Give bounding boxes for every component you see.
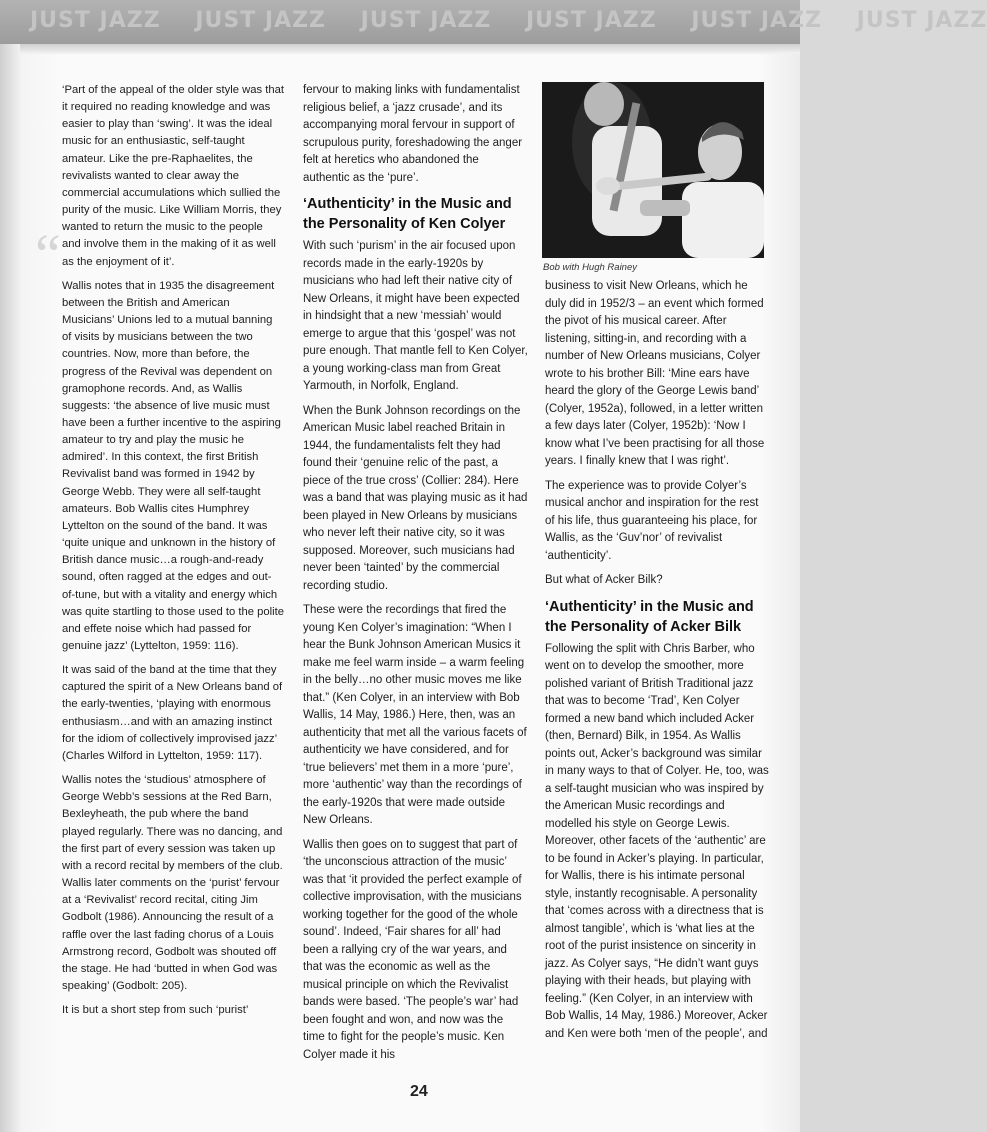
paragraph: fervour to making links with fundamentalist religious belief, a ‘jazz crusade’, and its accompanying moral fervour in support of scrupulous purity, foreshadowing the anger felt at heretics who abandoned the authentic as the ‘pure’. [303, 84, 523, 184]
paragraph: Wallis notes the ‘studious’ atmosphere of George Webb’s sessions at the Red Barn, Bexleyheath, the pub where the band played regularly. There was no dancing, and the first part of every session was taken up with a record recital by members of the club. Wallis later comments on the ‘purist’ fervour at a ‘Revivalist’ record recital, citing Jim Godbolt (1986). Announcing the result of a raffle over the last fading chorus of a Louis Armstrong record, Godbolt was shouted off the stage. He had ‘butted in when God was speaking’ (Godbolt: 205). [62, 774, 283, 992]
paragraph: ‘Part of the appeal of the older style was that it required no reading knowledge and was easier to play than ‘swing’. It was the ideal music for an enthusiastic, self-taught amateur. Like the pre-Raphaelites, the revivalists wanted to clear away the commercial accumulations which sullied the purity of the music. Like William Morris, they wanted to return the music to the people and involve them in the making of it as well as the enjoyment of it’. [62, 84, 285, 268]
header-watermark: JUST JAZZ JUST JAZZ JUST JAZZ JUST JAZZ JUST JAZZ JUST JAZZ [30, 8, 987, 33]
section-heading-ken-colyer: ‘Authenticity’ in the Music and the Personality of Ken Colyer [303, 196, 512, 232]
photo-caption: Bob with Hugh Rainey [543, 262, 637, 273]
column-1 [62, 82, 284, 1026]
header-band [0, 0, 987, 44]
column-3 [545, 278, 770, 1050]
header-shadow [20, 44, 800, 54]
page-number: 24 [410, 1083, 428, 1100]
paragraph: When the Bunk Johnson recordings on the American Music label reached Britain in 1944, the fundamentalists felt they had found their ‘genuine relic of the past, a piece of the true cross’ (Collier: 284). Here was a band that was playing music as it had been played in New Orleans by musicians who never left their native city, so it was supposed. Moreover, such musicians had never been ‘tainted’ by the commercial recording studio. [303, 404, 528, 592]
paragraph: Following the split with Chris Barber, who went on to develop the smoother, more polished variant of British Traditional jazz that was to become ‘Trad’, Ken Colyer formed a new band which included Acker (then, Bernard) Bilk, in 1954. As Wallis points out, Acker’s background was similar in many ways to that of Colyer. He, too, was a self-taught musician who was inspired by the American Music recordings and modelled his style on George Lewis. Moreover, other facets of the ‘authentic’ are to be found in Acker’s playing. In particular, for Wallis, there is his intimate personal style, instantly recognisable. A personality that ‘comes across with a directness that is almost tangible’, which is ‘what lies at the root of the purist insistence on sincerity in jazz. As Colyer says, “He didn’t want guys playing with their heads, but playing with feeling.” (Ken Colyer, in an interview with Bob Wallis, 14 May, 1986.) Moreover, Acker and Ken were both ‘men of the people’, and [545, 642, 769, 1040]
paragraph: business to visit New Orleans, which he duly did in 1952/3 – an event which formed the pivot of his musical career. After listening, sitting-in, and recording with a number of New Orleans musicians, Colyer wrote to his brother Bill: ‘Mine ears have heard the glory of the George Lewis band’ (Colyer, 1952a), followed, in a letter written a few days later (Colyer, 1952b): ‘Now I know what I’ve been practising for all those years. I finally knew that I was right’. [545, 280, 765, 467]
paragraph: Wallis notes that in 1935 the disagreement between the British and American Musicians’ Unions led to a mutual banning of visits by musicians between the two countries. Now, more than before, the progress of the Revival was dependent on gramophone records. And, as Wallis suggests: ‘the absence of live music must have been a further incentive to the aspiring amateur to try and play the music he admired’. In this context, the first British Revivalist band was formed in 1942 by George Webb. They were all self-taught amateurs. Bob Wallis cites Humphrey Lyttelton on the sound of the band. It was ‘quite unique and unknown in the history of British dance music…a rough-and-ready sound, often ragged at the edges and out-of-tune, but with a vitality and energy which was quite startling to those used to the polite and effete noise which had passed for genuine jazz’ (Lyttelton, 1959: 116). [62, 279, 285, 652]
paragraph: These were the recordings that fired the young Ken Colyer’s imagination: “When I hear the Bunk Johnson American Musics it make me feel warm inside – a warm feeling in the belly…no other music moves me like that.” (Ken Colyer, in an interview with Bob Wallis, 14 May, 1986.) Here, then, was an authenticity that met all the various facets of authenticity we have considered, and for ‘true believers’ met them in a more ‘pure’, more ‘authentic’ way than the recordings of the early-1920s that were made outside New Orleans. [303, 604, 527, 826]
paragraph: It is but a short step from such ‘purist’ [62, 1004, 249, 1017]
paragraph: It was said of the band at the time that they captured the spirit of a New Orleans band of the early-twenties, ‘playing with enormous enthusiasm…and with an amazing instinct for the idiom of collectively improvised jazz’ (Charles Wilford in Lyttelton, 1959: 117). [62, 664, 283, 762]
paragraph: The experience was to provide Colyer’s musical anchor and inspiration for the rest of his life, thus guaranteeing his place, for Wallis, as the ‘Guv’nor’ of revivalist ‘authenticity’. [545, 479, 759, 562]
column-2 [303, 82, 528, 1071]
section-heading-acker-bilk: ‘Authenticity’ in the Music and the Personality of Acker Bilk [545, 598, 754, 635]
paragraph: But what of Acker Bilk? [545, 574, 663, 586]
photo [542, 82, 764, 258]
paragraph: Wallis then goes on to suggest that part of ‘the unconscious attraction of the music’ was that ‘it provided the perfect example of collective improvisation, with the musicians working together for the good of the whole sound’. Indeed, ‘Fair shares for all’ had been a rallying cry of the war years, and that was the economic as well as the musical principle on which the Revivalist bands were based. ‘The people’s war’ had been fought and won, and now was the time to fight for the people’s music. Ken Colyer made it his [303, 838, 522, 1061]
photo-image [542, 82, 764, 258]
show-through-quote-mark: “ [35, 222, 61, 287]
paragraph: With such ‘purism’ in the air focused upon records made in the early-1920s by musicians who had left their native city of New Orleans, it might have been expected in hindsight that a new ‘messiah’ would emerge to argue that this ‘gospel’ was not pure enough. That mantle fell to Ken Colyer, a young working-class man from Great Yarmouth, in Norfolk, England. [303, 240, 528, 392]
